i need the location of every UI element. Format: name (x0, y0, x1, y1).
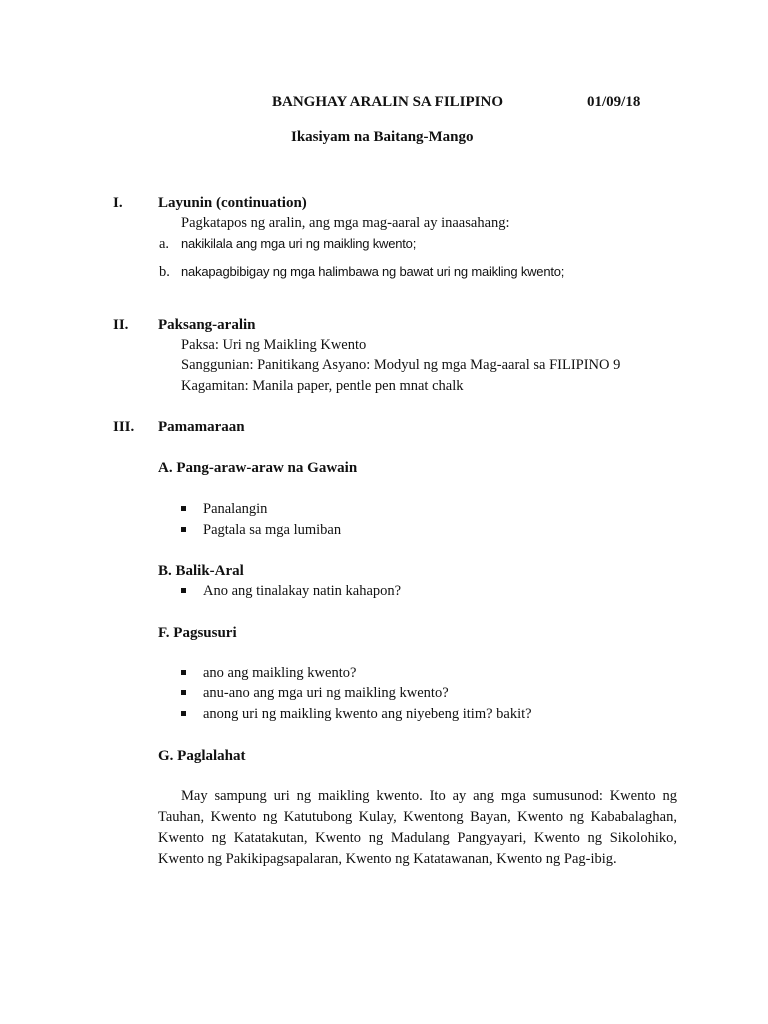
part-a-item-1: Panalangin (203, 501, 268, 517)
part-a-heading: A. Pang-araw-araw na Gawain (158, 460, 358, 476)
section-3-heading: Pamamaraan (158, 419, 245, 435)
bullet-icon (181, 690, 186, 695)
part-f-heading: F. Pagsusuri (158, 625, 237, 641)
bullet-icon (181, 670, 186, 675)
bullet-icon (181, 711, 186, 716)
objective-item-a: nakikilala ang mga uri ng maikling kwento; (181, 236, 417, 251)
section-1-heading: Layunin (continuation) (158, 195, 307, 211)
part-b-item-1: Ano ang tinalakay natin kahapon? (203, 583, 402, 599)
document-title: BANGHAY ARALIN SA FILIPINO (272, 94, 504, 110)
reference-line: Sanggunian: Panitikang Asyano: Modyul ng mga Mag-aaral sa FILIPINO 9 (181, 357, 621, 373)
bullet-icon (181, 588, 186, 593)
document-subtitle: Ikasiyam na Baitang-Mango (291, 129, 474, 145)
section-1-numeral: I. (113, 195, 123, 211)
part-a-item-2: Pagtala sa mga lumiban (203, 522, 342, 538)
section-2-numeral: II. (113, 317, 129, 333)
materials-line: Kagamitan: Manila paper, pentle pen mnat chalk (181, 378, 464, 394)
generalization-paragraph: May sampung uri ng maikling kwento. Ito ay ang mga sumusunod: Kwento ng Tauhan, Kwento ng Katutubong Kulay, Kwentong Bayan, Kwento ng Kababalaghan, Kwento ng Katatakutan, Kwento ng Madulang Pangyayari, Kwento ng Sikolohiko, Kwento ng Pakikipagsapalaran, Kwento ng Katatawanan, Kwento ng Pag-ibig. (158, 788, 677, 867)
topic-line: Paksa: Uri ng Maikling Kwento (181, 337, 367, 353)
part-b-heading: B. Balik-Aral (158, 563, 244, 579)
objective-marker-b: b. (159, 264, 170, 280)
objective-marker-a: a. (159, 236, 170, 252)
objective-item-b: nakapagbibigay ng mga halimbawa ng bawat uri ng maikling kwento; (181, 264, 565, 279)
document-date: 01/09/18 (587, 94, 641, 110)
part-f-item-1: ano ang maikling kwento? (203, 665, 357, 681)
bullet-icon (181, 506, 186, 511)
section-3-numeral: III. (113, 419, 135, 435)
part-f-item-3: anong uri ng maikling kwento ang niyebeng itim? bakit? (203, 706, 532, 722)
part-g-heading: G. Paglalahat (158, 748, 246, 764)
bullet-icon (181, 527, 186, 532)
section-1-intro: Pagkatapos ng aralin, ang mga mag-aaral ay inaasahang: (181, 215, 510, 231)
section-2-heading: Paksang-aralin (158, 317, 256, 333)
part-f-item-2: anu-ano ang mga uri ng maikling kwento? (203, 685, 449, 701)
